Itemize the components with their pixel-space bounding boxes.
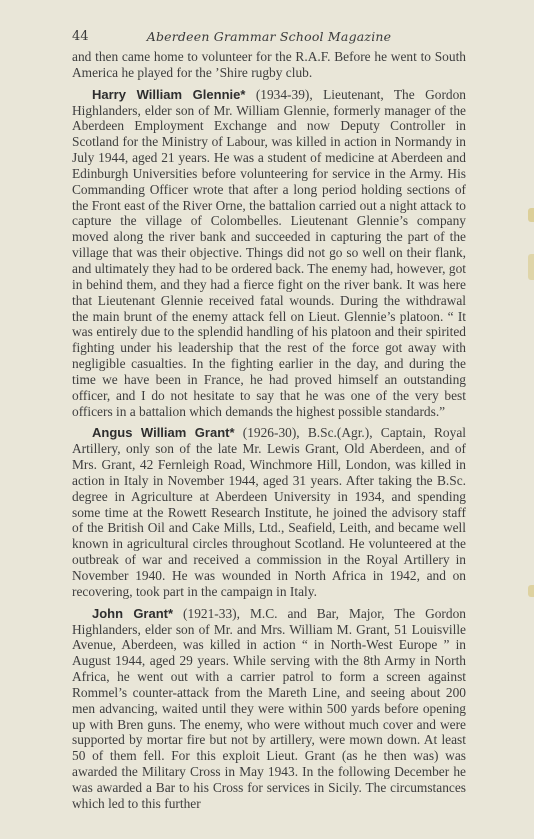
person-name: Harry William Glennie* xyxy=(92,86,246,102)
page-edge-stain xyxy=(528,254,534,280)
page-edge-stain xyxy=(528,585,534,597)
obituary-glennie xyxy=(72,87,466,420)
page-number: 44 xyxy=(72,29,89,44)
obituary-john-grant xyxy=(72,606,466,812)
article-body xyxy=(72,49,466,812)
paragraph-continuation xyxy=(72,49,466,81)
paragraph-text: (1934-39), Lieutenant, The Gordon Highlanders, elder son of Mr. William Glennie, formerly manager of the Aberdeen Employment Exchange and now Deputy Controller in Scotland for the Ministry of Labour, was killed in action in Normandy in July 1944, aged 21 years. He was a student of medicine at Aberdeen and Edinburgh Universities before volunteering for service in the Army. His Commanding Officer wrote that after a long period holding sections of the Front east of the River Orne, the battalion carried out a night attack to capture the village of Colombelles. Lieutenant Glennie’s company moved along the river bank and succeeded in capturing the part of the village that was their objective. Things did not go so well on their flank, and ultimately they had to be ordered back. The enemy had, however, got in behind them, and they had a fierce fight on the river bank. It was here that Lieutenant Glennie received fatal wounds. During the withdrawal the main brunt of the enemy attack fell on Lieut. Glennie’s platoon. “ It was entirely due to the splendid handling of his platoon and their spirited fighting under his leadership that the rest of the force got away with negligible casualties. In the fighting earlier in the day, and during the time we have been in France, he had proved himself an outstanding officer, and I do not hesitate to say that he was one of the very best officers in a battalion which demands the highest possible standards.” xyxy=(72,86,466,419)
person-name: Angus William Grant* xyxy=(92,425,235,441)
page-edge-stain xyxy=(528,208,534,222)
paragraph-text: and then came home to volunteer for the R.A.F. Before he went to South America he played for the ’Shire rugby club. xyxy=(72,49,466,80)
page-header xyxy=(72,29,466,47)
paragraph-text: (1926-30), B.Sc.(Agr.), Captain, Royal Artillery, only son of the late Mr. Lewis Grant, Old Aberdeen, and of Mrs. Grant, 42 Fernleigh Road, Winchmore Hill, London, was killed in action in Italy in November 1944, aged 31 years. After taking the B.Sc. degree in Agriculture at Aberdeen University in 1934, and spending some time at the Rowett Research Institute, he joined the advisory staff of the British Oil and Cake Mills, Ltd., Seafield, Leith, and became well known in agricultural circles throughout Scotland. He volunteered at the outbreak of war and received a commission in the Royal Artillery in November 1940. He was wounded in North Africa in 1942, and on recovering, took part in the campaign in Italy. xyxy=(72,425,466,599)
paragraph-text: (1921-33), M.C. and Bar, Major, The Gordon Highlanders, elder son of Mr. and Mrs. William M. Grant, 51 Louisville Avenue, Aberdeen, was killed in action “ in North-West Europe ” in August 1944, aged 29 years. While serving with the 8th Army in North Africa, he went out with a carrier patrol to form a screen against Rommel’s counter-attack from the Mareth Line, and seeing about 200 men advancing, waited until they were within 500 yards before opening up with Bren guns. The enemy, who were without much cover and were supported by mortar fire but not by artillery, were mown down. At least 50 of them fell. For this exploit Lieut. Grant (as he then was) was awarded the Military Cross in May 1943. In the following December he was awarded a Bar to his Cross for services in Sicily. The circumstances which led to this further xyxy=(72,605,466,811)
person-name: John Grant* xyxy=(92,605,174,621)
obituary-angus-grant xyxy=(72,425,466,599)
running-title: Aberdeen Grammar School Magazine xyxy=(146,29,392,44)
